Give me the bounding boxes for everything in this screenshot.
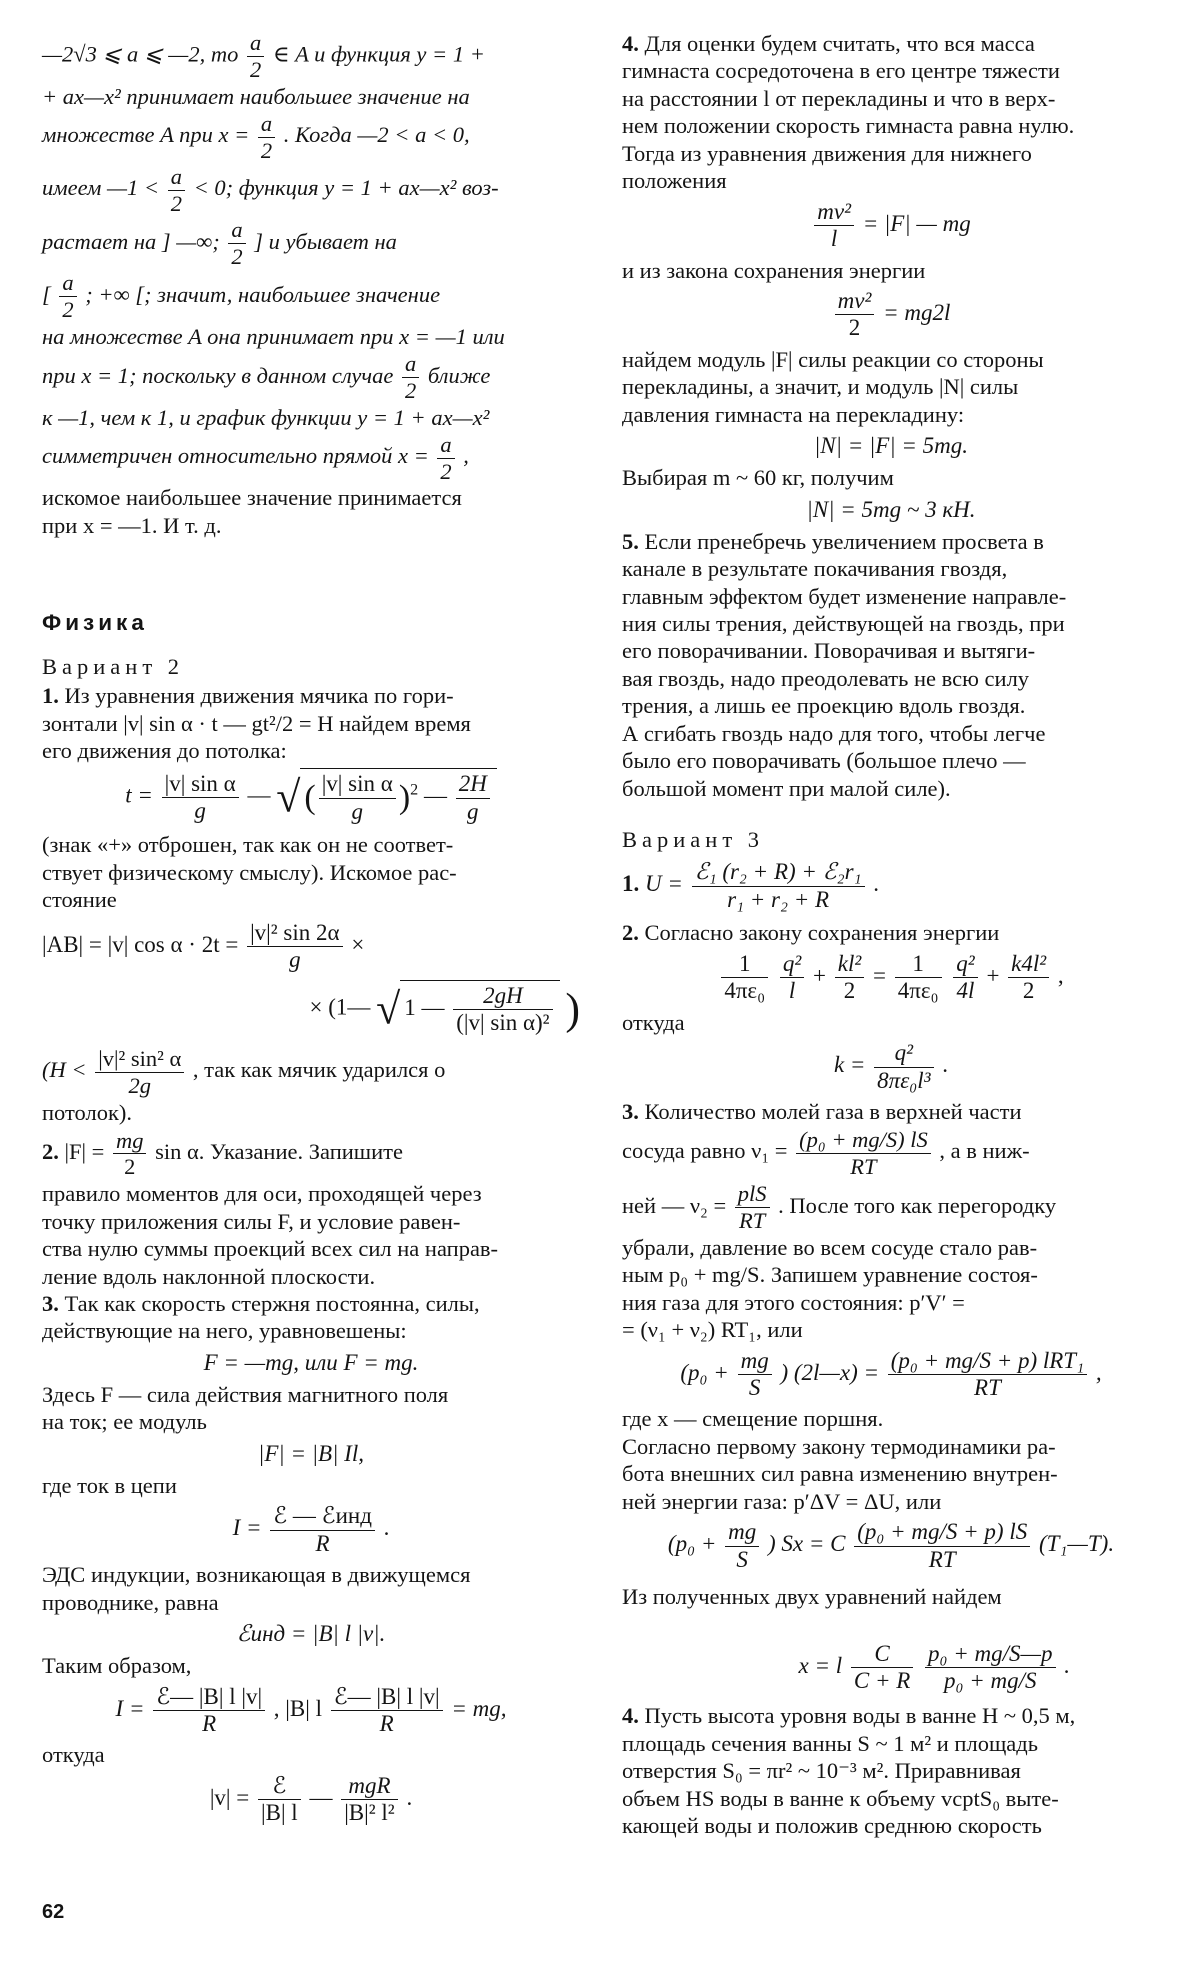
text-line: искомое наибольшее значение принимается xyxy=(42,485,462,511)
frac-num: C xyxy=(874,1640,890,1666)
v3-problem-3 xyxy=(622,1098,1160,1694)
frac-num: ℰ— |B| l |v| xyxy=(156,1683,263,1709)
text-line: ствует физическому смыслу). Искомое рас- xyxy=(42,859,457,885)
text-line: = (ν₁ + ν₂) RT₁, или xyxy=(622,1317,803,1343)
frac-den: 2g xyxy=(95,1072,184,1099)
frac-num: ℰ xyxy=(272,1772,287,1798)
problem-number: 1. xyxy=(42,683,59,709)
frac-den: 2 xyxy=(113,1153,147,1180)
text-line: < 0; функция y = 1 + ax—x² воз- xyxy=(193,175,499,201)
problem-number: 2. xyxy=(622,920,639,946)
formula-velocity: |v| = $\frac{\text{ℰ}}{|B| l}$ — $\frac{\text{mgR}}{\text{|B|² l²}}$ . xyxy=(209,1772,413,1826)
text-line: (знак «+» отброшен, так как он не соответ- xyxy=(42,832,454,858)
text-line: при x = 1; поскольку в данном случае xyxy=(42,362,394,388)
frac-den: R xyxy=(153,1710,265,1737)
problem-3 xyxy=(42,1290,580,1827)
text-line: ства нулю суммы проекций всех сил на направ- xyxy=(42,1236,499,1262)
math-solution-tail xyxy=(42,30,580,539)
frac-num: (p₀ + mg/S) lS xyxy=(799,1126,928,1152)
formula-motion xyxy=(622,199,1160,253)
formula-part: ) xyxy=(565,983,580,1033)
frac-num: a xyxy=(440,431,452,457)
frac-den: 2 xyxy=(247,56,264,83)
text-line: sin α. Указание. Запишите xyxy=(155,1139,403,1165)
frac-den: 2 xyxy=(402,377,419,404)
formula-part: — xyxy=(247,783,271,809)
formula-modulus: |F| = |B| Il, xyxy=(258,1440,364,1466)
text-line: трения, а лишь ее проекцию вдоль гвоздя. xyxy=(622,693,1026,719)
frac-den: g xyxy=(456,798,490,825)
variant-heading: Вариант 2 xyxy=(42,653,185,679)
formula-part: . xyxy=(942,1052,949,1078)
formula-part: k = xyxy=(833,1052,866,1078)
frac-den: S xyxy=(738,1374,772,1401)
sqrt-symbol: √ ( $\frac{\text{|v| sin α}}{g}$ )$^2$ — $\frac{2H}{g}$ xyxy=(276,768,497,827)
frac-den: 4πε₀ xyxy=(721,977,768,1004)
formula-part: + xyxy=(986,963,1000,988)
text-line: ния силы трения, действующей на гвоздь, при xyxy=(622,610,1065,636)
formula-part: — xyxy=(309,1785,333,1811)
text-line: растает на xyxy=(42,228,157,254)
frac-den: RT xyxy=(888,1374,1087,1401)
right-column xyxy=(622,30,1160,1840)
frac-den: g xyxy=(247,946,343,973)
text-line: Таким образом, xyxy=(42,1653,192,1679)
problem-4 xyxy=(622,30,1160,524)
formula-current: I = $\frac{\text{ℰ — ℰинд}}{R}$ . xyxy=(232,1503,390,1556)
frac-den: 2 xyxy=(258,137,275,164)
formula-part: t = xyxy=(125,783,153,809)
frac-den: S xyxy=(725,1546,759,1573)
formula-energy xyxy=(622,288,1160,342)
frac-num: mg xyxy=(115,1127,144,1153)
frac-num: plS xyxy=(737,1181,767,1207)
frac-den: R xyxy=(331,1710,443,1737)
text-line: множестве A при x = xyxy=(42,122,250,148)
frac-den: p₀ + mg/S xyxy=(925,1667,1055,1694)
frac-den: g xyxy=(162,797,239,824)
frac-num: mg xyxy=(728,1519,757,1545)
text-line: Количество молей газа в верхней части xyxy=(644,1098,1022,1124)
formula-pressure: |N| = |F| = 5mg. xyxy=(813,433,969,459)
text-line: где ток в цепи xyxy=(42,1472,177,1498)
problem-number: 2. xyxy=(42,1139,59,1165)
frac-num: mv² xyxy=(817,198,851,224)
text-line: кающей воды и положив среднюю скорость xyxy=(622,1813,1042,1839)
frac-num: mv² xyxy=(837,287,872,313)
text-line: ] —∞; xyxy=(161,228,220,254)
text-line: было его поворачивать (большое плечо — xyxy=(622,748,1026,774)
text-line: его движения до потолка: xyxy=(42,738,287,763)
text-line: перекладины, а значит, и модуль |N| силы xyxy=(622,374,1019,400)
text-line: объем HS воды в ванне к объему vсрtS₀ выте- xyxy=(622,1785,1059,1811)
text-line: где x — смещение поршня. xyxy=(622,1406,884,1432)
frac-den: 4πε₀ xyxy=(895,977,942,1004)
formula-part: ) Sx = C xyxy=(767,1531,846,1557)
frac-num: ℰ — ℰинд xyxy=(273,1503,372,1529)
text-line: ным p₀ + mg/S. Запишем уравнение состоя- xyxy=(622,1262,1038,1288)
text-line: . Когда —2 < a < 0, xyxy=(283,122,470,148)
text-line: действующие на него, уравновешены: xyxy=(42,1318,407,1344)
frac-den: 2 xyxy=(1008,977,1049,1004)
variant-heading: Вариант 3 xyxy=(622,827,765,853)
text-line: на расстоянии l от перекладины и что в верх- xyxy=(622,85,1056,111)
frac-den: 2 xyxy=(168,190,185,217)
formula-part: , |B| l xyxy=(273,1695,322,1721)
frac-num: mg xyxy=(740,1347,769,1373)
frac-num: a xyxy=(260,110,273,136)
formula-part: (T₁—T). xyxy=(1038,1531,1115,1557)
frac-num: a xyxy=(249,30,262,55)
text-line: Тогда из уравнения движения для нижнего xyxy=(622,140,1032,166)
frac-num: k4l² xyxy=(1011,950,1047,976)
text-line: ление вдоль наклонной плоскости. xyxy=(42,1263,376,1289)
formula-distance-cont xyxy=(42,980,580,1039)
formula-part: = |F| — mg xyxy=(862,210,971,236)
formula-part: ) (2l—x) = xyxy=(780,1359,880,1385)
text-line: Пусть высота уровня воды в ванне H ~ 0,5 м, xyxy=(644,1703,1076,1729)
problem-number: 4. xyxy=(622,1703,639,1729)
frac-den: (|v| sin α)² xyxy=(453,1009,552,1036)
formula-distance xyxy=(42,920,580,974)
formula-energy-conservation xyxy=(622,951,1160,1005)
text-line: симметричен относительно прямой x = xyxy=(42,443,429,469)
frac-den: 2 xyxy=(835,314,875,341)
frac-num: 1 xyxy=(912,950,924,976)
text-line: откуда xyxy=(622,1009,685,1035)
text-line: главным эффектом будет изменение направле- xyxy=(622,583,1067,609)
text-line: Выбирая m ~ 60 кг, получим xyxy=(622,465,894,491)
frac-num: 2H xyxy=(458,771,487,797)
section-heading: Физика xyxy=(42,610,148,636)
text-line: при x = —1. И т. д. xyxy=(42,512,222,538)
text-line: правило моментов для оси, проходящей через xyxy=(42,1181,482,1207)
formula-part: × (1— xyxy=(309,994,371,1020)
text-line: давления гимнаста на перекладину: xyxy=(622,401,965,427)
problem-number: 4. xyxy=(622,31,639,56)
formula-result: |N| = 5mg ~ 3 кН. xyxy=(806,496,976,522)
frac-den: g xyxy=(319,798,396,825)
frac-num: q² xyxy=(782,950,802,976)
text-line: к —1, чем к 1, и график функции y = 1 + ax—x² xyxy=(42,404,490,430)
formula-part: × xyxy=(351,931,365,957)
text-line: вая гвоздь, надо преодолевать не всю силу xyxy=(622,665,1030,691)
frac-num: mgR xyxy=(348,1772,391,1798)
text-line: ] и убывает на xyxy=(254,228,397,254)
frac-num: a xyxy=(231,217,243,243)
text-line: ; +∞ [; значит, наибольшее значение xyxy=(85,281,441,307)
formula-part: U = xyxy=(645,871,683,897)
formula-part: — xyxy=(423,783,447,809)
frac-num: p₀ + mg/S—p xyxy=(928,1640,1053,1666)
v3-problem-1 xyxy=(622,859,1160,913)
text-line: ближе xyxy=(427,362,491,388)
text-line: ния газа для этого состояния: p′V′ = xyxy=(622,1289,965,1315)
frac-num: kl² xyxy=(837,950,862,976)
formula-part: = xyxy=(873,963,886,988)
formula-part: 2 xyxy=(410,782,419,799)
text-line: Здесь F — сила действия магнитного поля xyxy=(42,1381,449,1407)
problem-number: 3. xyxy=(622,1098,639,1124)
text-line: , а в ниж- xyxy=(939,1138,1030,1164)
frac-den: RT xyxy=(735,1207,770,1234)
frac-den: 2 xyxy=(228,243,245,270)
formula-thermo xyxy=(622,1519,1160,1573)
frac-den: l xyxy=(814,225,854,252)
formula-x xyxy=(622,1641,1160,1695)
frac-den: r₁ + r₂ + R xyxy=(692,886,865,913)
frac-num: ℰ— |B| l |v| xyxy=(333,1683,440,1709)
formula-part: . xyxy=(1064,1652,1070,1678)
text-line: потолок). xyxy=(42,1099,133,1125)
text-line: убрали, давление во всем сосуде стало рав- xyxy=(622,1234,1038,1260)
text-line: сосуда равно ν₁ = xyxy=(622,1138,788,1164)
text-line: А сгибать гвоздь надо для того, чтобы легче xyxy=(622,720,1046,746)
left-column xyxy=(42,30,580,1831)
frac-num: (p₀ + mg/S + p) lS xyxy=(857,1519,1028,1545)
formula-part: x = l xyxy=(798,1652,843,1678)
text-line: зонтали |v| sin α · t — gt²/2 = H найдем время xyxy=(42,710,471,736)
problem-number: 1. xyxy=(622,871,640,897)
formula-time xyxy=(42,768,580,827)
formula-part: + xyxy=(813,963,826,988)
frac-den: l xyxy=(780,977,804,1004)
problem-number: 3. xyxy=(42,1291,59,1316)
text-line: нем положении скорость гимнаста равна нулю. xyxy=(622,113,1075,139)
problem-2 xyxy=(42,1126,580,1290)
formula-part: , xyxy=(1095,1359,1102,1385)
frac-den: 8πε₀l³ xyxy=(874,1067,933,1094)
text-line: Так как скорость стержня постоянна, силы, xyxy=(64,1291,480,1316)
frac-num: a xyxy=(170,163,182,189)
text-line: Из уравнения движения мячика по гори- xyxy=(64,683,454,709)
frac-den: 2 xyxy=(437,458,454,485)
text-line: проводнике, равна xyxy=(42,1589,219,1615)
formula-combined xyxy=(42,1684,580,1738)
text-line: ней — ν₂ = xyxy=(622,1192,727,1218)
formula-part: I = xyxy=(232,1515,262,1541)
formula-state xyxy=(622,1348,1160,1402)
text-line: ∈ A и функция y = 1 + xyxy=(272,41,485,67)
frac-num: (p₀ + mg/S + p) lRT₁ xyxy=(890,1347,1085,1373)
text-line: ЭДС индукции, возникающая в движущемся xyxy=(42,1562,471,1588)
text-line: точку приложения силы F, и условие равен- xyxy=(42,1208,461,1234)
text-line: найдем модуль |F| силы реакции со стороны xyxy=(622,346,1044,372)
frac-num: q² xyxy=(894,1040,914,1066)
text-line: гимнаста сосредоточена в его центре тяжести xyxy=(622,58,1060,84)
text-line: и из закона сохранения энергии xyxy=(622,257,926,283)
frac-num: |v| sin α xyxy=(321,771,393,797)
problem-1 xyxy=(42,682,580,1126)
frac-den: 2 xyxy=(835,977,865,1004)
v3-problem-4 xyxy=(622,1702,1160,1839)
text-line: + ax—x² принимает наибольшее значение на xyxy=(42,83,470,109)
frac-den: RT xyxy=(796,1153,931,1180)
frac-den: 4l xyxy=(953,977,977,1004)
formula-part: I = xyxy=(115,1695,145,1721)
text-line: на множестве A она принимает при x = —1 или xyxy=(42,324,505,350)
text-line: [ xyxy=(42,281,51,307)
text-line: ней энергии газа: p′ΔV = ΔU, или xyxy=(622,1488,942,1514)
text-line: имеем —1 < xyxy=(42,175,160,201)
problem-number: 5. xyxy=(622,528,639,554)
text-line: бота внешних сил равна изменению внутрен- xyxy=(622,1461,1058,1487)
text-line: на ток; ее модуль xyxy=(42,1409,207,1435)
text-line: Из полученных двух уравнений найдем xyxy=(622,1584,1002,1610)
frac-num: a xyxy=(62,270,74,296)
formula-part: |v| = xyxy=(209,1785,250,1811)
frac-den: |B|² l² xyxy=(341,1799,397,1826)
text-line: его поворачивании. Поворачивая и вытяги- xyxy=(622,638,1036,664)
text-line: стояние xyxy=(42,887,117,913)
frac-num: 1 xyxy=(738,950,751,976)
text-line: (H < xyxy=(42,1057,87,1083)
frac-num: |v|² sin² α xyxy=(98,1045,182,1071)
formula-part: . xyxy=(873,871,880,897)
frac-num: 2gH xyxy=(483,982,523,1008)
formula-part: |F| = xyxy=(64,1139,105,1165)
formula-part: |AB| = |v| cos α · 2t = xyxy=(42,931,239,957)
frac-num: |v|² sin 2α xyxy=(250,919,340,945)
frac-den: 2 xyxy=(59,296,76,323)
text-line: . После того как перегородку xyxy=(778,1192,1057,1218)
sqrt-symbol: √ 1 — $\frac{2gH}{\text{(|v| sin α)²}}$ xyxy=(376,980,559,1039)
formula-force: F = —mg, или F = mg. xyxy=(203,1349,419,1375)
text-line: положения xyxy=(622,168,727,194)
text-line: —2√3 ⩽ a ⩽ —2, то xyxy=(42,41,239,67)
frac-den: RT xyxy=(854,1546,1030,1573)
formula-part: = mg2l xyxy=(883,300,951,326)
text-line: , так как мячик ударился о xyxy=(192,1057,446,1083)
text-line: Для оценки будем считать, что вся масса xyxy=(644,31,1035,56)
frac-num: a xyxy=(405,350,417,376)
text-line: канале в результате покачивания гвоздя, xyxy=(622,556,1008,582)
formula-part: = mg, xyxy=(451,1695,507,1721)
frac-den: C + R xyxy=(851,1667,913,1694)
formula-part: (p₀ + xyxy=(667,1531,717,1557)
text-line: большой момент при малой силе). xyxy=(622,775,951,801)
frac-den: R xyxy=(270,1530,375,1557)
text-line: Согласно первому закону термодинамики ра- xyxy=(622,1433,1056,1459)
text-line: отверстия S₀ = πr² ~ 10⁻³ м². Приравнивая xyxy=(622,1758,1021,1784)
text-line: , xyxy=(463,443,469,469)
frac-num: |v| sin α xyxy=(164,770,236,796)
text-line: площадь сечения ванны S ~ 1 м² и площадь xyxy=(622,1730,1038,1756)
formula-part: (p₀ + xyxy=(680,1359,729,1385)
formula-k xyxy=(622,1040,1160,1094)
page-number: 62 xyxy=(42,1901,65,1923)
problem-5 xyxy=(622,528,1160,802)
frac-num: q² xyxy=(956,950,975,976)
text-line: откуда xyxy=(42,1742,105,1768)
frac-num: ℰ₁ (r₂ + R) + ℰ₂r₁ xyxy=(694,859,862,885)
formula-emf: ℰинд = |B| l |v|. xyxy=(236,1621,386,1647)
formula-part: , xyxy=(1057,963,1064,988)
v3-problem-2 xyxy=(622,919,1160,1094)
frac-den: |B| l xyxy=(258,1799,301,1826)
text-line: Согласно закону сохранения энергии xyxy=(644,920,1000,946)
text-line: Если пренебречь увеличением просвета в xyxy=(644,528,1044,554)
